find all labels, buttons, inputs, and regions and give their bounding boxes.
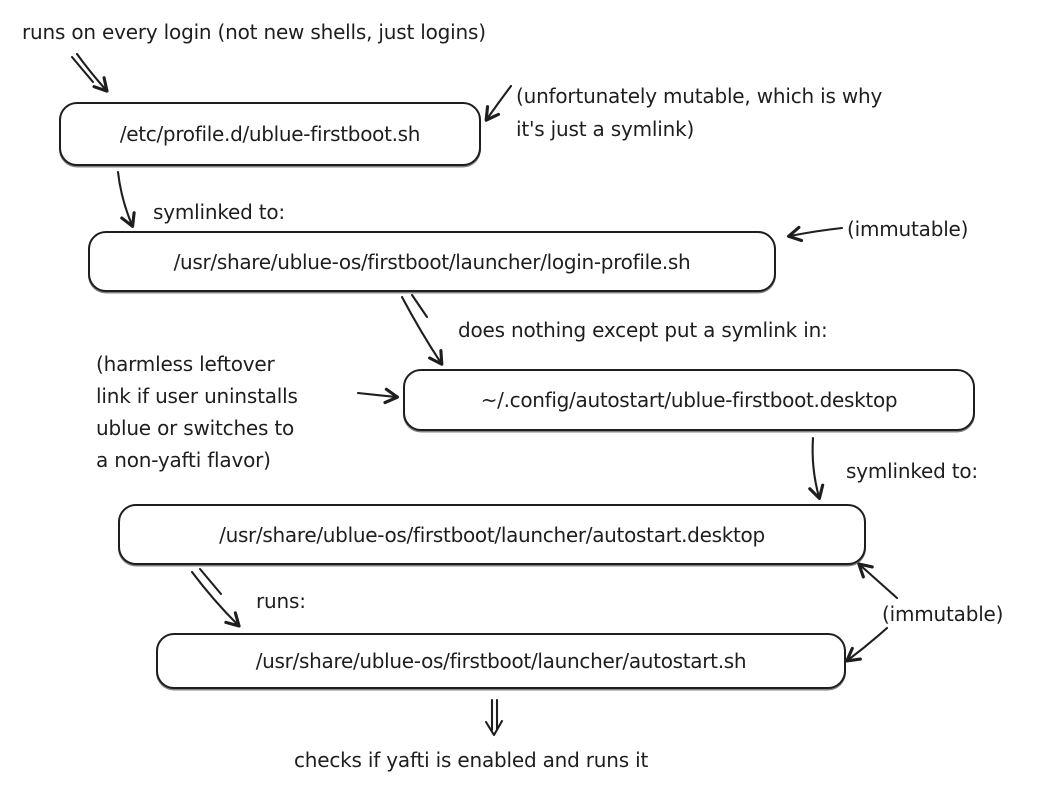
arrow-autostart-desktop-to-autostart-sh-stroke2 [200, 569, 221, 594]
symlinked-to-label-1: symlinked to: [153, 200, 285, 224]
node-autostart-desktop-label: /usr/share/ublue-os/firstboot/launcher/autostart.desktop [219, 522, 765, 547]
node-autostart-desktop [118, 504, 866, 565]
node-etc-profile-label: /etc/profile.d/ublue-firstboot.sh [119, 122, 421, 146]
arrow-autostart-sh-to-bottom-note-head [486, 721, 502, 735]
node-login-profile [88, 231, 776, 292]
harmless-note-line3: ublue or switches to [96, 416, 295, 440]
node-autostart-sh-label: /usr/share/ublue-os/firstboot/launcher/autostart.sh [255, 649, 747, 673]
harmless-note-line1: (harmless leftover [96, 352, 275, 376]
arrow-top-note-to-etc-profile [77, 54, 106, 90]
node-autostart-symlink [403, 369, 975, 431]
arrow-autostart-symlink-to-autostart-desktop [813, 438, 819, 497]
node-autostart-sh [156, 633, 846, 689]
runs-label: runs: [256, 589, 306, 613]
node-etc-profile [59, 102, 481, 166]
arrow-autostart-desktop-to-autostart-sh [192, 572, 238, 625]
arrow-harmless-note-to-autostart-symlink [358, 393, 396, 397]
bottom-note: checks if yafti is enabled and runs it [294, 748, 649, 772]
arrow-login-profile-to-autostart-symlink [402, 297, 441, 363]
arrow-immutable2-to-autostart-desktop [860, 565, 897, 598]
arrow-login-profile-to-autostart-symlink-stroke2 [412, 295, 427, 317]
mutable-note-line2: it's just a symlink) [516, 117, 695, 141]
arrow-etc-profile-to-login-profile [118, 172, 132, 225]
immutable-label-2: (immutable) [882, 602, 1004, 626]
mutable-note-line1: (unfortunately mutable, which is why [516, 84, 883, 108]
mutable-note [516, 80, 882, 146]
node-login-profile-label: /usr/share/ublue-os/firstboot/launcher/login-profile.sh [173, 249, 691, 274]
arrow-top-note-to-etc-profile-stroke2 [72, 57, 93, 82]
arrow-immutable1-to-login-profile [790, 228, 842, 236]
arrow-immutable2-to-autostart-sh [848, 628, 887, 660]
arrow-mutable-note-to-etc-profile [487, 86, 511, 119]
immutable-label-1: (immutable) [847, 217, 969, 241]
top-note: runs on every login (not new shells, just logins) [22, 20, 486, 44]
harmless-note [96, 348, 298, 476]
symlinked-to-label-2: symlinked to: [846, 459, 978, 483]
symlink-action-note: does nothing except put a symlink in: [458, 318, 828, 342]
node-autostart-symlink-label: ~/.config/autostart/ublue-firstboot.desktop [480, 388, 898, 412]
harmless-note-line2: link if user uninstalls [96, 384, 298, 408]
harmless-note-line4: a non-yafti flavor) [96, 448, 271, 472]
